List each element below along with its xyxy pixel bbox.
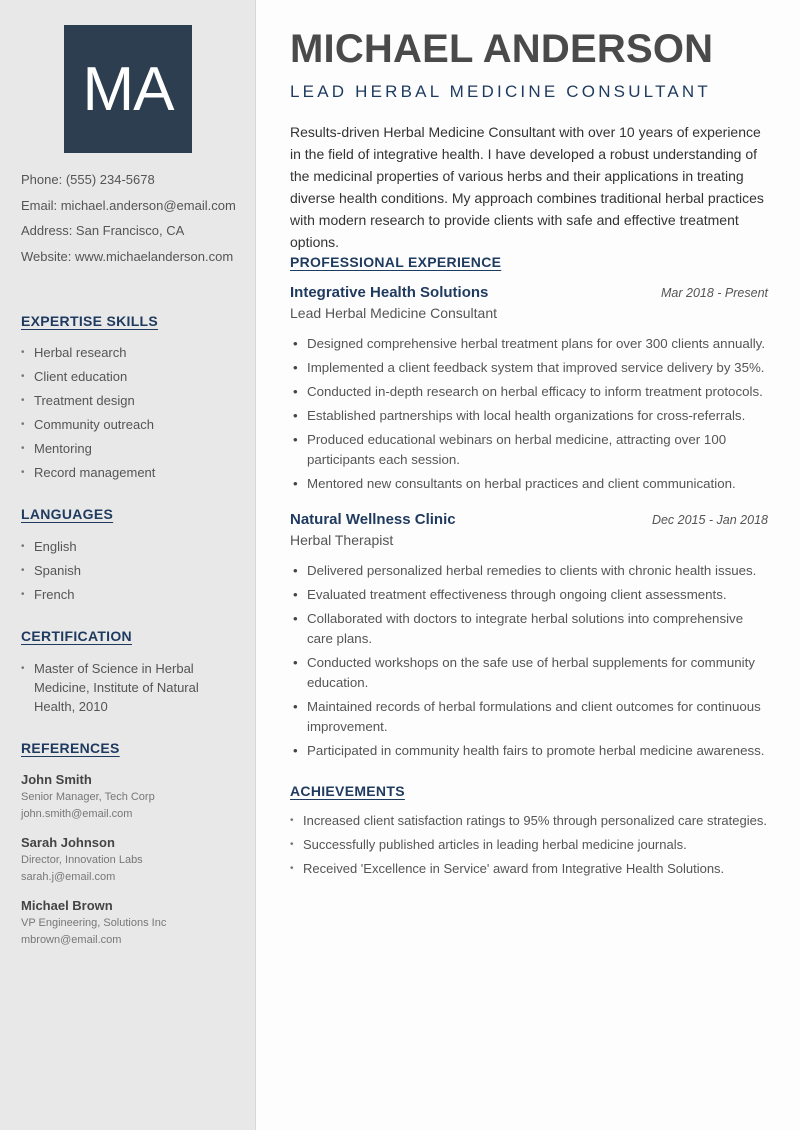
- contact-address: Address: San Francisco, CA: [21, 223, 185, 238]
- reference-item: [21, 897, 166, 949]
- job-bullets: [290, 561, 768, 761]
- sidebar: [0, 0, 256, 1130]
- list-item: • Mentored new consultants on herbal practices and client communication.: [290, 474, 768, 494]
- list-item: • Delivered personalized herbal remedies to clients with chronic health issues.: [290, 561, 768, 581]
- list-item: • Herbal research: [21, 344, 155, 368]
- job-role: Lead Herbal Medicine Consultant: [290, 305, 498, 321]
- achievements-list: [290, 812, 767, 884]
- list-item: • Successfully published articles in leading herbal medicine journals.: [290, 836, 767, 860]
- list-item: • Established partnerships with local health organizations for cross-referrals.: [290, 406, 768, 426]
- list-item: • Produced educational webinars on herbal medicine, attracting over 100 participants each session.: [290, 430, 768, 470]
- certification-list: [21, 659, 221, 716]
- certification-heading: CERTIFICATION: [21, 628, 132, 644]
- reference-name: John Smith: [21, 772, 92, 787]
- contact-phone: Phone: (555) 234-5678: [21, 172, 155, 187]
- list-item: • Mentoring: [21, 440, 155, 464]
- contact-email: Email: michael.anderson@email.com: [21, 197, 236, 213]
- list-item: • Designed comprehensive herbal treatment plans for over 300 clients annually.: [290, 334, 768, 354]
- reference-title: Senior Manager, Tech Corp: [21, 791, 155, 803]
- summary: Results-driven Herbal Medicine Consultant with over 10 years of experience in the field of integrative health. I have developed a robust understanding of the medicinal properties of various herbs and their applications in treating diverse health conditions. My approach combines traditional herbal practices with modern research to provide clients with safe and effective treatment options.: [290, 124, 764, 250]
- references-heading: REFERENCES: [21, 740, 120, 756]
- reference-item: [21, 834, 143, 886]
- reference-email: mbrown@email.com: [21, 934, 122, 946]
- list-item: • Community outreach: [21, 416, 155, 440]
- list-item: • Spanish: [21, 562, 81, 586]
- list-item: • Collaborated with doctors to integrate herbal solutions into comprehensive care plans.: [290, 609, 768, 649]
- list-item: • English: [21, 538, 81, 562]
- reference-item: [21, 771, 155, 823]
- job-dates: Mar 2018 - Present: [661, 286, 768, 300]
- job-bullets: [290, 334, 768, 494]
- contact-info: [21, 171, 236, 273]
- list-item: • Maintained records of herbal formulations and client outcomes for continuous improvement.: [290, 697, 768, 737]
- list-item: • Conducted in-depth research on herbal efficacy to inform treatment protocols.: [290, 382, 768, 402]
- languages-list: [21, 538, 81, 610]
- list-item: • Client education: [21, 368, 155, 392]
- achievements-heading: ACHIEVEMENTS: [290, 783, 405, 799]
- job-entry: [290, 511, 768, 765]
- list-item: • Master of Science in Herbal Medicine, Institute of Natural Health, 2010: [21, 659, 221, 716]
- company-name: Natural Wellness Clinic: [290, 511, 456, 528]
- reference-title: Director, Innovation Labs: [21, 854, 143, 866]
- list-item: • Conducted workshops on the safe use of herbal supplements for community education.: [290, 653, 768, 693]
- list-item: • Implemented a client feedback system that improved service delivery by 35%.: [290, 358, 768, 378]
- reference-email: john.smith@email.com: [21, 808, 133, 820]
- list-item: • French: [21, 586, 81, 610]
- reference-name: Sarah Johnson: [21, 835, 115, 850]
- company-name: Integrative Health Solutions: [290, 284, 489, 301]
- candidate-name: MICHAEL ANDERSON: [290, 27, 714, 71]
- experience-heading: PROFESSIONAL EXPERIENCE: [290, 254, 502, 270]
- languages-heading: LANGUAGES: [21, 506, 114, 522]
- job-title: LEAD HERBAL MEDICINE CONSULTANT: [290, 82, 711, 101]
- skills-heading: EXPERTISE SKILLS: [21, 313, 159, 329]
- list-item: • Treatment design: [21, 392, 155, 416]
- job-role: Herbal Therapist: [290, 532, 394, 548]
- list-item: • Received 'Excellence in Service' award from Integrative Health Solutions.: [290, 860, 767, 884]
- reference-title: VP Engineering, Solutions Inc: [21, 917, 167, 929]
- job-entry: [290, 284, 768, 498]
- reference-name: Michael Brown: [21, 898, 113, 913]
- contact-website: Website: www.michaelanderson.com: [21, 248, 234, 264]
- list-item: • Increased client satisfaction ratings to 95% through personalized care strategies.: [290, 812, 767, 836]
- monogram-avatar: MA: [64, 25, 192, 153]
- skills-list: [21, 344, 155, 488]
- list-item: • Participated in community health fairs to promote herbal medicine awareness.: [290, 741, 768, 761]
- reference-email: sarah.j@email.com: [21, 871, 116, 883]
- job-dates: Dec 2015 - Jan 2018: [651, 513, 768, 527]
- list-item: • Evaluated treatment effectiveness through ongoing client assessments.: [290, 585, 768, 605]
- list-item: • Record management: [21, 464, 155, 488]
